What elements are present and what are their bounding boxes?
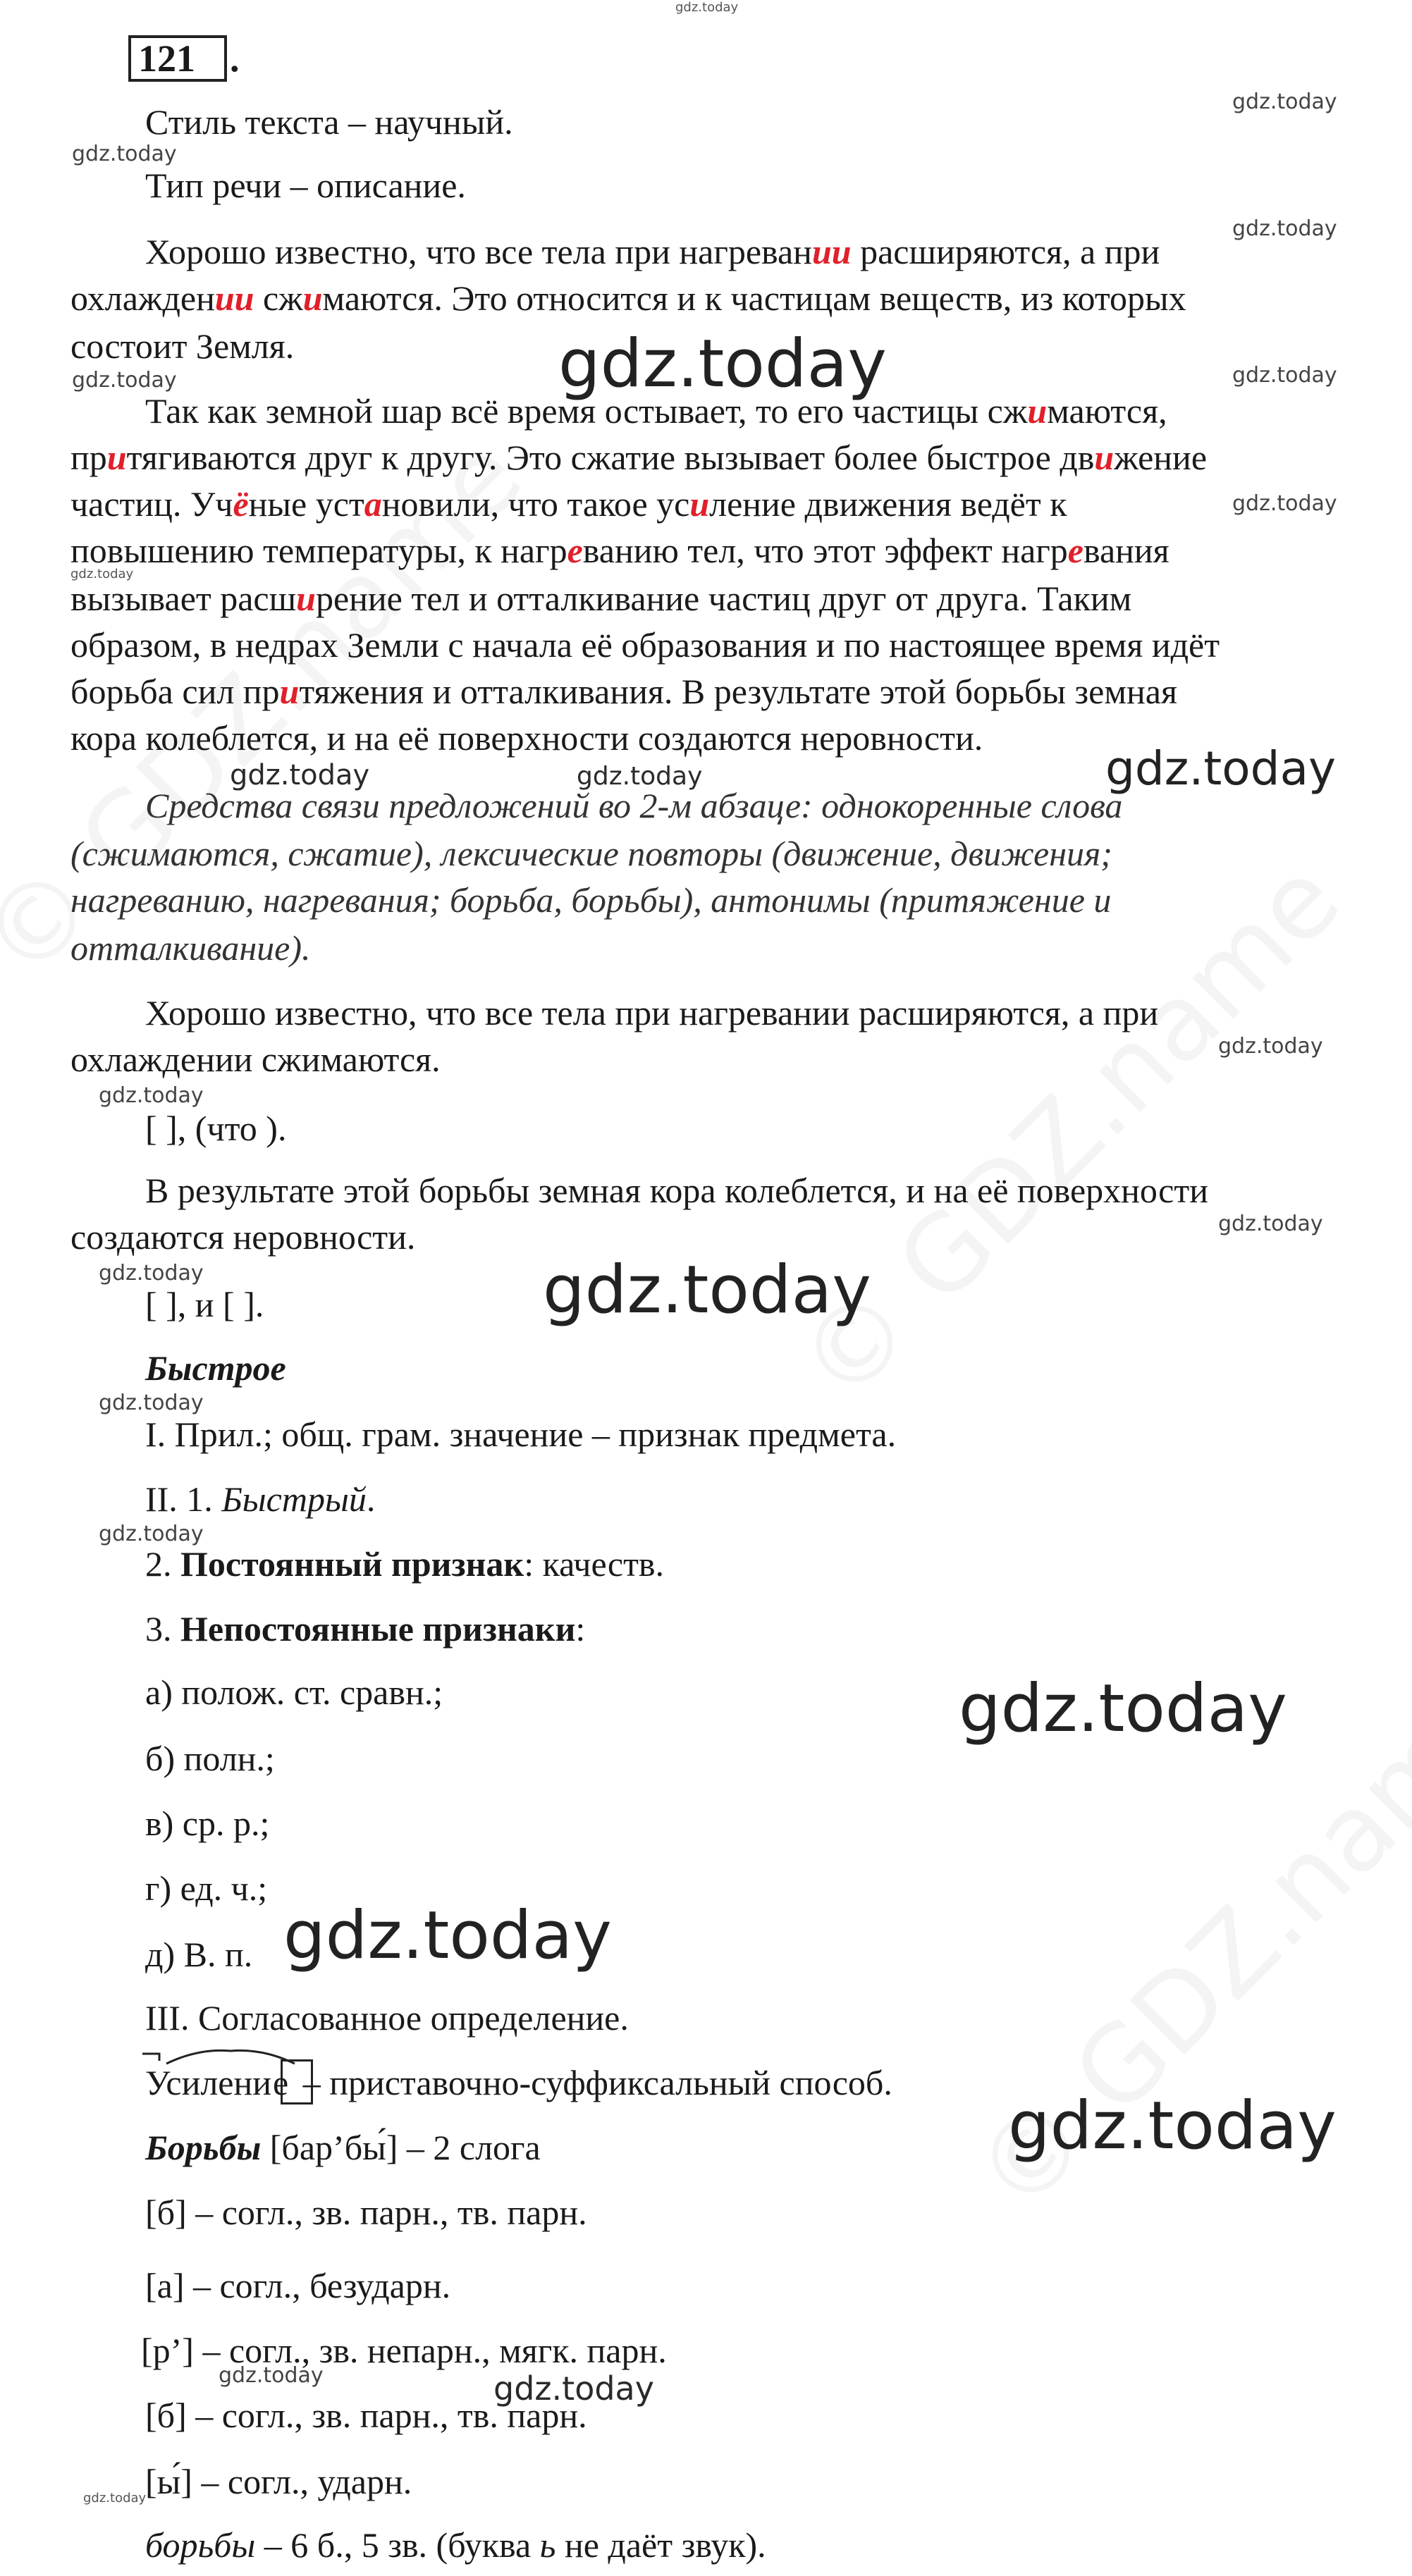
bystroe-point-ii: II. 1. Быстрый. [145,1479,376,1519]
bystroe-title: Быстрое [145,1348,286,1388]
watermark: gdz.today [72,142,177,166]
watermark-large: gdz.today [283,1897,612,1974]
paragraph-2-line-8: кора колеблется, и на её поверхности создаются неровности. [70,718,983,758]
watermark: gdz.today [99,1522,204,1546]
speech-type-line: Тип речи – описание. [145,166,466,205]
watermark: gdz.today [99,1083,204,1108]
watermark: gdz.today [230,759,370,791]
sentence-1-line-2: охлаждении сжимаются. [70,1040,441,1079]
task-number-dot: . [230,37,240,80]
watermark-large: gdz.today [1105,741,1337,796]
paragraph-2-line-7: борьба сил притяжения и отталкивания. В результате этой борьбы земная [70,672,1177,711]
bystroe-variable-features: 3. Непостоянные признаки: [145,1609,586,1648]
bystroe-feature-b: б) полн.; [145,1739,275,1778]
watermark: gdz.today [219,2363,324,2388]
watermark-top: gdz.today [675,0,739,15]
bystroe-point-iii: III. Согласованное определение. [145,1998,629,2038]
borby-sound-3: [р’] – согл., зв. непарн., мягк. парн. [141,2331,667,2370]
sentence-1-scheme: [ ], (что ). [145,1109,287,1148]
bystroe-point-i: I. Прил.; общ. грам. значение – признак предмета. [145,1415,897,1454]
watermark: gdz.today [99,1391,204,1415]
watermark: gdz.today [1218,1212,1323,1236]
borby-sound-1: [б] – согл., зв. парн., тв. парн. [145,2193,587,2232]
watermark: gdz.today [83,2491,147,2506]
watermark: gdz.today [1232,90,1337,114]
sentence-2-line-2: создаются неровности. [70,1217,416,1257]
borby-sound-2: [а] – согл., безударн. [145,2266,451,2305]
watermark: gdz.today [1218,1034,1323,1059]
paragraph-1-line-3: состоит Земля. [70,326,295,366]
watermark: gdz.today [1232,216,1337,241]
connection-means-line-4: отталкивание). [70,928,311,968]
background-watermark [775,838,1363,1426]
paragraph-2-line-4: повышению температуры, к нагреванию тел, что этот эффект нагревания [70,531,1169,570]
watermark-large: gdz.today [543,1252,871,1329]
borby-sound-5: [ы́] – согл., ударн. [145,2462,412,2501]
bystroe-feature-c: в) ср. р.; [145,1804,270,1843]
usilenie-line: Усиление – приставочно-суффиксальный способ. [145,2063,892,2102]
paragraph-1-line-2: охлаждении сжимаются. Это относится и к частицам веществ, из которых [70,278,1186,318]
paragraph-1-line-1: Хорошо известно, что все тела при нагревании расширяются, а при [145,232,1160,271]
sentence-2-scheme: [ ], и [ ]. [145,1285,264,1324]
watermark: gdz.today [72,368,177,393]
watermark: gdz.today [99,1261,204,1286]
watermark-large: gdz.today [558,326,887,402]
paragraph-2-line-3: частиц. Учёные установили, что такое усиление движения ведёт к [70,484,1067,524]
watermark: gdz.today [577,762,703,791]
paragraph-2-line-2: притягиваются друг к другу. Это сжатие вызывает более быстрое движение [70,438,1208,477]
watermark: gdz.today [1232,363,1337,388]
connection-means-line-2: (сжимаются, сжатие), лексические повторы (движение, движения; [70,834,1112,873]
paragraph-2-line-1: Так как земной шар всё время остывает, то его частицы сжимаются, [145,391,1167,431]
bystroe-feature-d: г) ед. ч.; [145,1868,268,1908]
borby-summary: борьбы – 6 б., 5 зв. (буква ь не даёт звук). [145,2525,766,2565]
text-style-line: Стиль текста – научный. [145,102,513,142]
borby-sound-4: [б] – согл., зв. парн., тв. парн. [145,2396,587,2435]
borby-title-line: Борьбы [бар’бы́] – 2 слога [145,2128,541,2167]
connection-means-line-1: Средства связи предложений во 2-м абзаце: однокоренные слова [145,786,1123,825]
prefix-mark [141,2052,162,2062]
watermark-large: gdz.today [1008,2088,1337,2164]
paragraph-2-line-6: образом, в недрах Земли с начала её образования и по настоящее время идёт [70,625,1220,665]
watermark-large: gdz.today [959,1670,1287,1747]
bystroe-constant-features: 2. Постоянный признак: качеств. [145,1544,665,1584]
watermark: gdz.today [1232,491,1337,516]
paragraph-2-line-5: вызывает расширение тел и отталкивание частиц друг от друга. Таким [70,579,1132,618]
watermark: gdz.today [493,2369,654,2408]
bystroe-feature-e: д) В. п. [145,1935,253,1974]
bystroe-feature-a: а) полож. ст. сравн.; [145,1672,443,1712]
watermark: gdz.today [70,567,134,581]
sentence-1-line-1: Хорошо известно, что все тела при нагревании расширяются, а при [145,993,1159,1033]
sentence-2-line-1: В результате этой борьбы земная кора колеблется, и на её поверхности [145,1171,1208,1210]
connection-means-line-3: нагреванию, нагревания; борьба, борьбы), антонимы (притяжение и [70,880,1112,920]
task-number: 121 [138,37,195,80]
